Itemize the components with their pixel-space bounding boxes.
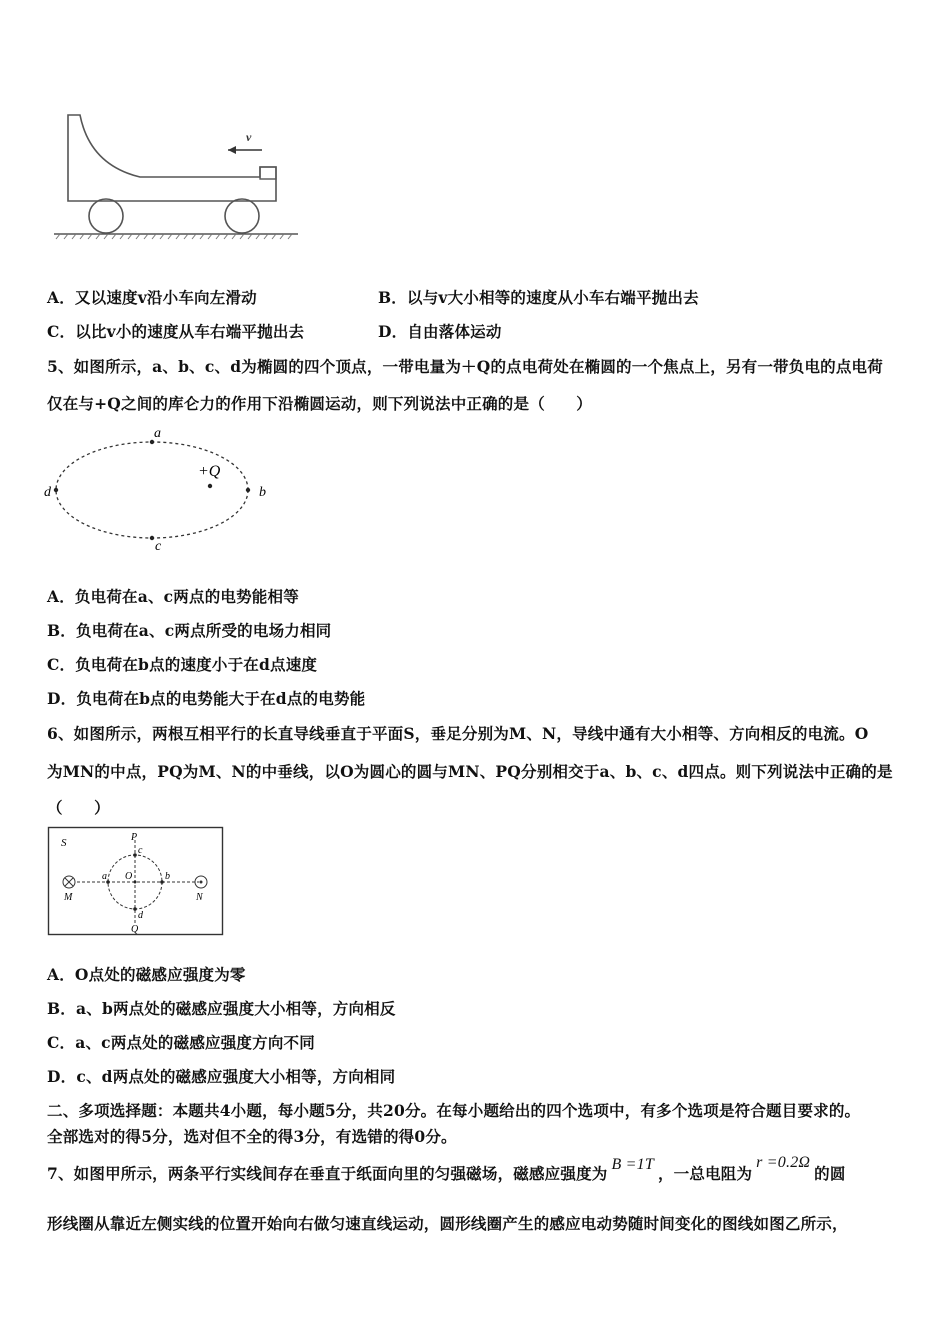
- q4-option-d: D．自由落体运动: [378, 322, 502, 341]
- point-a-label: a: [102, 871, 107, 882]
- q7-stem-line2: 形线圈从靠近左侧实线的位置开始向右做匀速直线运动，圆形线圈产生的感应电动势随时间变化的图线如图乙所示，: [47, 1214, 848, 1233]
- point-o-label: O: [125, 871, 133, 882]
- plane-s-label: S: [61, 837, 67, 849]
- cart-body: [68, 115, 276, 201]
- point-q-label: Q: [131, 924, 139, 935]
- point-b-label: b: [165, 871, 170, 882]
- q7-stem-part3: 的圆: [814, 1164, 846, 1183]
- q5-option-b: B．负电荷在a、c两点所受的电场力相同: [47, 621, 332, 640]
- vertex-a-label: a: [154, 426, 161, 441]
- ellipse-figure: [40, 420, 280, 555]
- elliptical-orbit: [56, 442, 248, 538]
- point-m-label: M: [64, 892, 73, 903]
- slider-block: [260, 167, 276, 179]
- vertex-b-label: b: [259, 485, 266, 500]
- q6-stem-line2: 为MN的中点，PQ为M、N的中垂线，以O为圆心的圆与MN、PQ分别相交于a、b、c、d四点。则下列说法中正确的是: [47, 762, 893, 781]
- q4-option-b: B．以与v大小相等的速度从小车右端平抛出去: [378, 288, 699, 307]
- q6-option-c: C．a、c两点处的磁感应强度方向不同: [47, 1033, 315, 1052]
- point-p-label: P: [131, 832, 138, 843]
- q6-stem-line3: （ ）: [47, 798, 110, 817]
- magnetic-figure: [47, 826, 227, 938]
- charge-label: +Q: [198, 463, 221, 480]
- q4-option-a: A．又以速度v沿小车向左滑动: [47, 288, 257, 307]
- q7-stem-line1: [47, 1154, 846, 1184]
- point-n-label: N: [196, 892, 203, 903]
- point-c-label: c: [138, 845, 143, 856]
- q6-option-b: B．a、b两点处的磁感应强度大小相等，方向相反: [47, 999, 396, 1018]
- q6-option-d: D．c、d两点处的磁感应强度大小相等，方向相同: [47, 1067, 396, 1086]
- q5-option-d: D．负电荷在b点的电势能大于在d点的电势能: [47, 689, 366, 708]
- q7-math-r: r =0.2Ω: [756, 1154, 811, 1171]
- point-d-label: d: [138, 910, 143, 921]
- cart-figure: [50, 105, 300, 245]
- left-wheel: [89, 199, 123, 233]
- q5-option-c: C．负电荷在b点的速度小于在d点速度: [47, 655, 318, 674]
- q5-stem-line1: 5、如图所示，a、b、c、d为椭圆的四个顶点，一带电量为＋Q的点电荷处在椭圆的一个焦点上，另有一带负电的点电荷: [47, 357, 883, 376]
- vertex-c-label: c: [155, 539, 162, 554]
- q7-stem-part2: ，一总电阻为: [657, 1164, 753, 1183]
- q7-stem-part1: 7、如图甲所示，两条平行实线间存在垂直于纸面向里的匀强磁场，磁感应强度为: [47, 1164, 608, 1183]
- right-wheel: [225, 199, 259, 233]
- section2-heading-line2: 全部选对的得5分，选对但不全的得3分，有选错的得0分。: [47, 1127, 457, 1146]
- q6-option-a: A．O点处的磁感应强度为零: [47, 965, 246, 984]
- q5-stem-line2: 仅在与+Q之间的库仑力的作用下沿椭圆运动，则下列说法中正确的是（ ）: [47, 394, 592, 413]
- q4-option-c: C．以比v小的速度从车右端平抛出去: [47, 322, 305, 341]
- vertex-d-label: d: [44, 485, 51, 500]
- q5-option-a: A．负电荷在a、c两点的电势能相等: [47, 587, 299, 606]
- q6-stem-line1: 6、如图所示，两根互相平行的长直导线垂直于平面S，垂足分别为M、N，导线中通有大小相等、方向相反的电流。O: [47, 724, 869, 743]
- q7-math-b: B =1T: [611, 1156, 654, 1173]
- positive-charge: [208, 484, 212, 488]
- section2-heading-line1: 二、多项选择题：本题共4小题，每小题5分，共20分。在每小题给出的四个选项中，有多个选项是符合题目要求的。: [47, 1101, 861, 1120]
- velocity-label: v: [246, 130, 252, 144]
